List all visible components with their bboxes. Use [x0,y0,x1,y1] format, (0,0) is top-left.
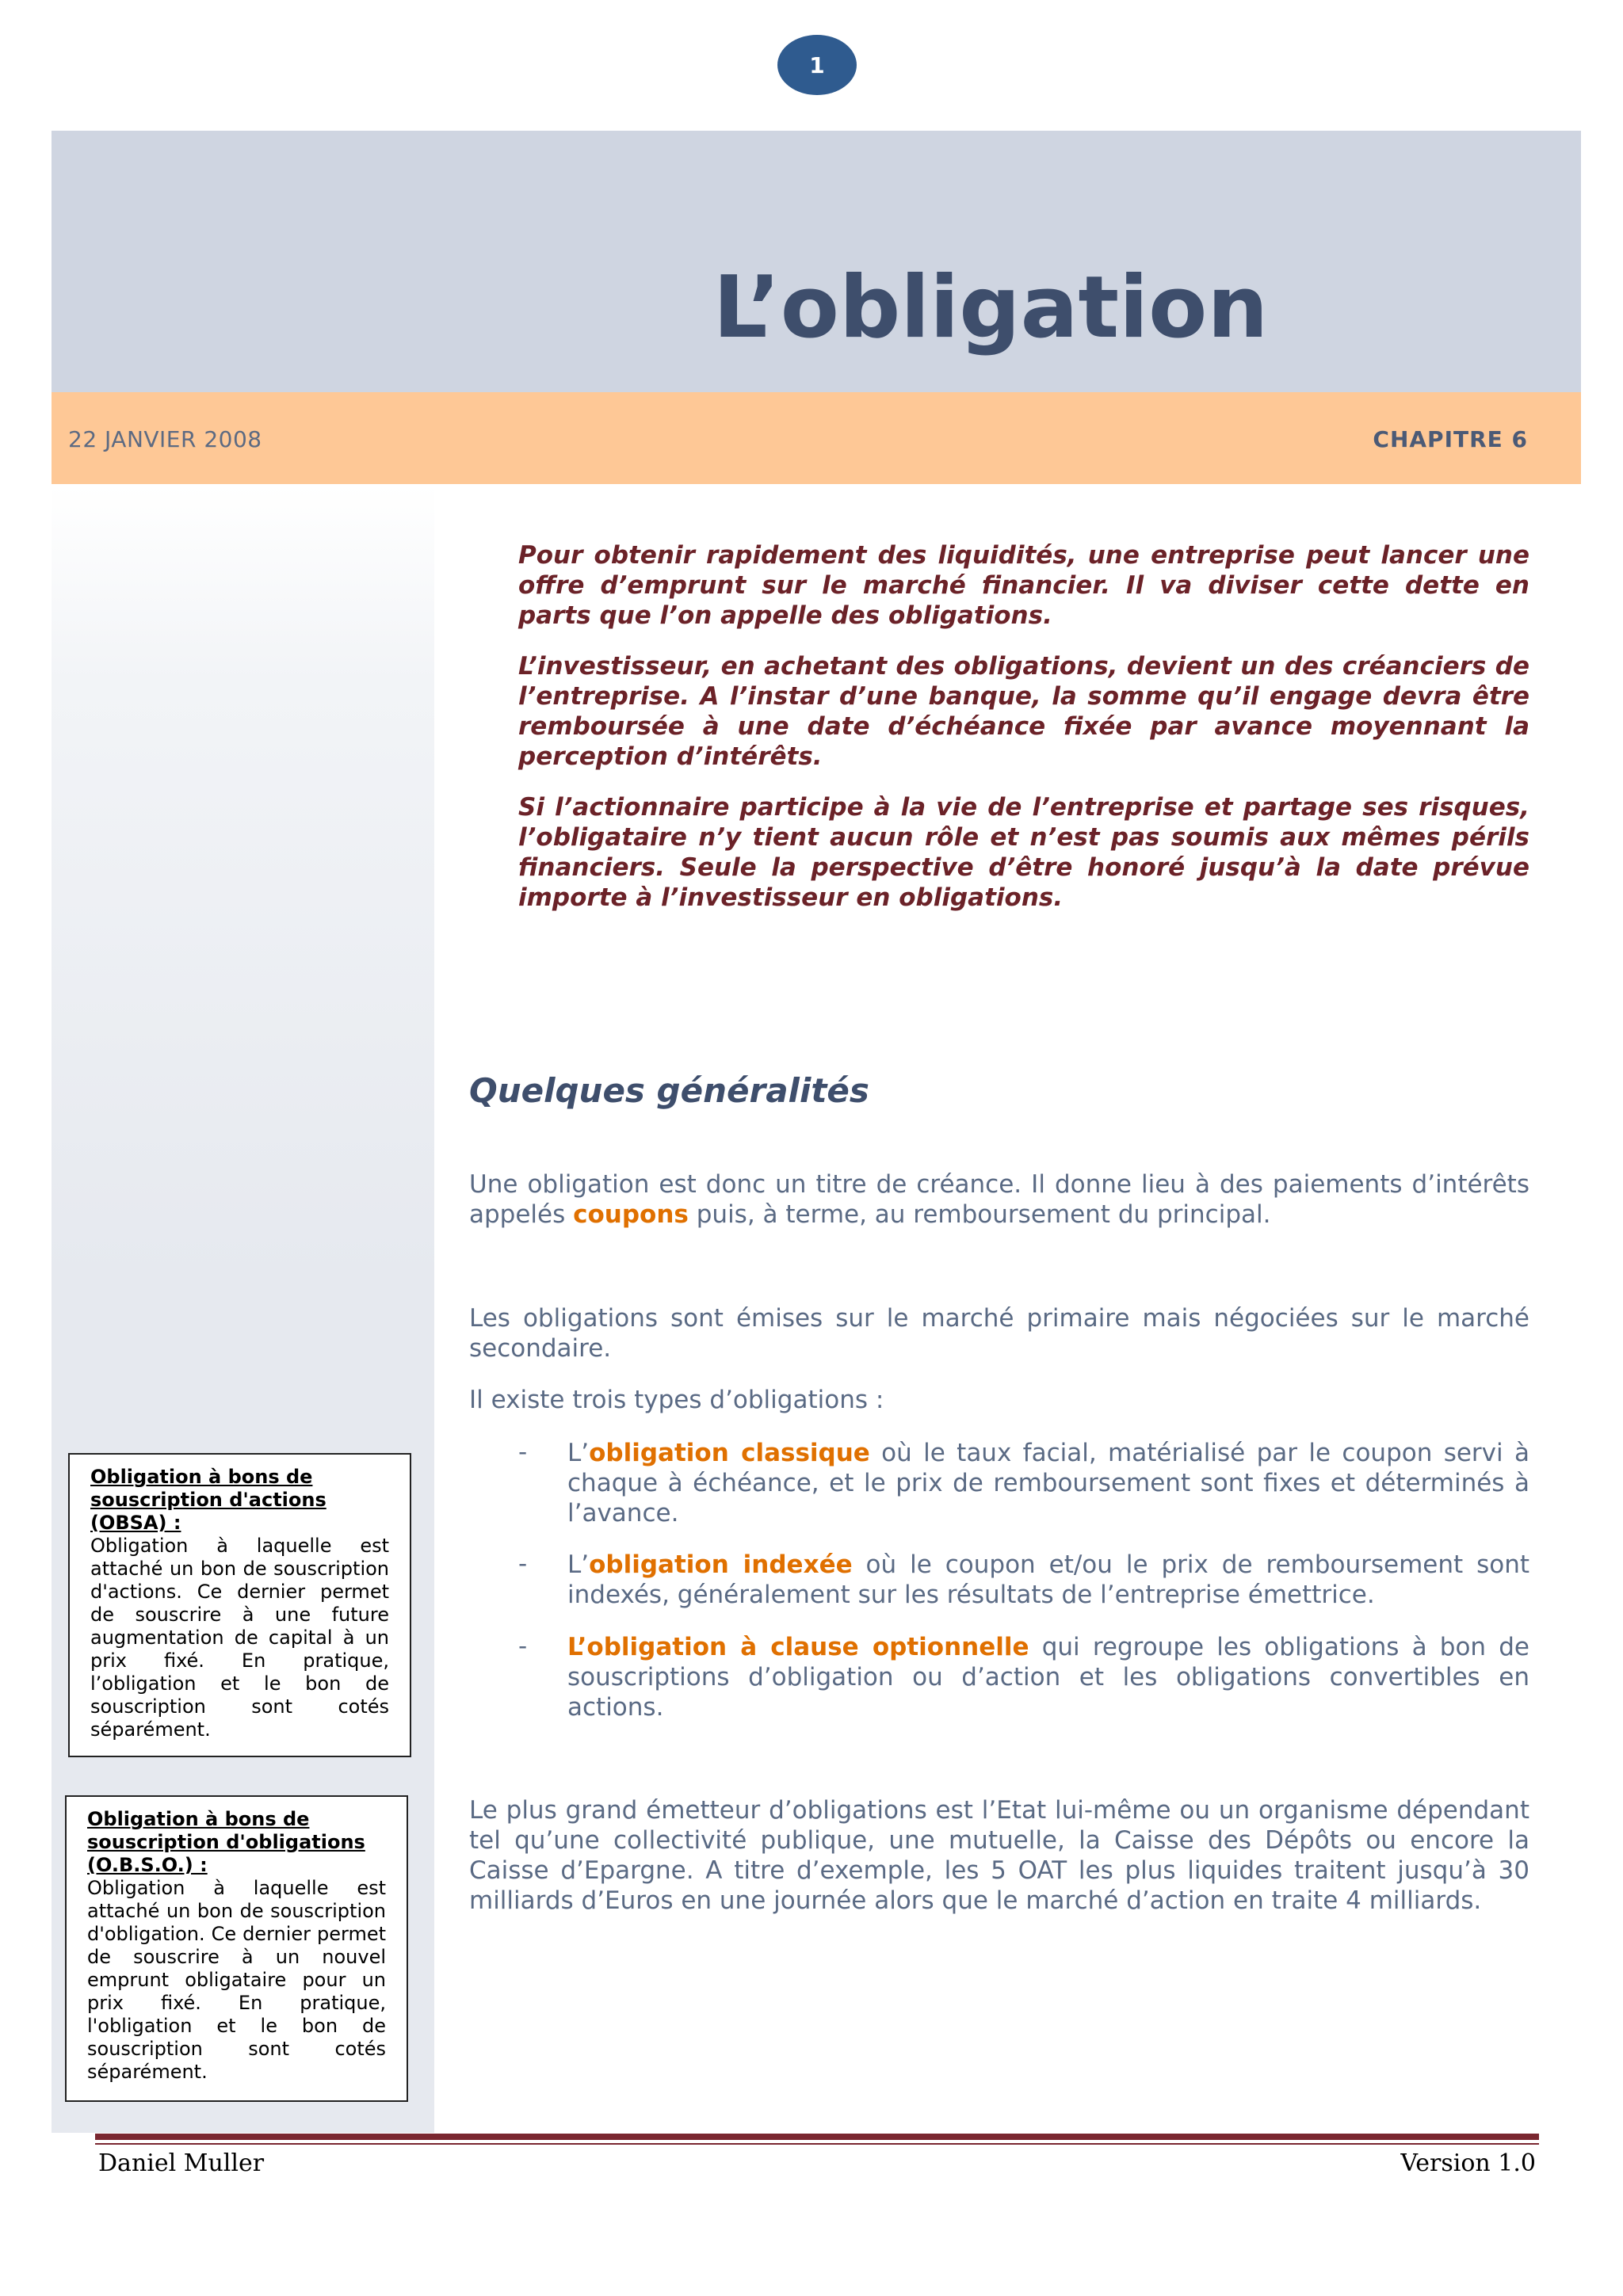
chapter-label: CHAPITRE 6 [1373,426,1528,452]
document-title: L’obligation [712,258,1269,357]
box-text: Obligation à laquelle est attaché un bon de souscription d'obligation. Ce dernier permet de souscrire à un nouvel emprunt obligataire pour un prix fixé. En pratique, l'obligation et le bon de souscription sont cotés séparément. [87,1877,386,2083]
intro-paragraph: Si l’actionnaire participe à la vie de l’entreprise et partage ses risques, l’obligataire n’y tient aucun rôle et n’est pas soumis aux mêmes périls financiers. Seule la perspective d’être honoré jusqu’à la date prévue importe à l’investisseur en obligations. [518,793,1529,912]
intro-paragraph: L’investisseur, en achetant des obligations, devient un des créanciers de l’entreprise. A l’instar d’une banque, la somme qu’il engage devra être remboursée à une date d’échéance fixée par avance moyennant la perception d’intérêts. [518,652,1529,771]
body-paragraph: Il existe trois types d’obligations : [469,1386,884,1414]
page-number-badge: 1 [777,35,857,95]
footer-author: Daniel Muller [98,2149,265,2177]
bullet-dash: - [518,1438,528,1466]
footer-rule-thin [95,2143,1539,2145]
section-heading: Quelques généralités [469,1071,869,1110]
bullet-dash: - [518,1632,528,1661]
sidebar-box-obso [65,1795,408,2102]
box-title: Obligation à bons de souscription d'obligations (O.B.S.O.) : [87,1808,365,1876]
bullet-dash: - [518,1550,528,1578]
list-item: L’obligation indexée où le coupon et/ou le prix de remboursement sont indexés, généralement sur les résultats de l’entreprise émettrice. [567,1550,1529,1609]
intro-paragraph: Pour obtenir rapidement des liquidités, une entreprise peut lancer une offre d’emprunt sur le marché financier. Il va diviser cette dette en parts que l’on appelle des obligations. [518,541,1529,630]
body-paragraph: Les obligations sont émises sur le marché primaire mais négociées sur le marché secondaire. [469,1304,1529,1363]
box-title: Obligation à bons de souscription d'actions (OBSA) : [90,1466,327,1534]
body-paragraph: Le plus grand émetteur d’obligations est l’Etat lui-même ou un organisme dépendant tel qu’une collectivité publique, une mutuelle, la Caisse des Dépôts ou encore la Caisse d’Epargne. A titre d’exemple, les 5 OAT les plus liquides traitent jusqu’à 30 milliards d’Euros en une journée alors que le marché d’action en traite 4 milliards. [469,1796,1529,1915]
body-paragraph: Une obligation est donc un titre de créance. Il donne lieu à des paiements d’intérêts appelés coupons puis, à terme, au remboursement du principal. [469,1170,1529,1229]
coupons-highlight: coupons [573,1200,689,1229]
document-date: 22 JANVIER 2008 [68,426,262,452]
sidebar-box-obsa [68,1453,411,1757]
footer-rule [95,2134,1539,2140]
date-band [52,392,1581,484]
list-item: L’obligation classique où le taux facial, matérialisé par le coupon servi à chaque à échéance, et le prix de remboursement sont fixes et déterminés à l’avance. [567,1439,1529,1527]
footer-version: Version 1.0 [1400,2149,1536,2177]
box-text: Obligation à laquelle est attaché un bon de souscription d'actions. Ce dernier permet de souscrire à une future augmentation de capital à un prix fixé. En pratique, l’obligation et le bon de souscription sont cotés séparément. [90,1535,389,1741]
list-item: L’obligation à clause optionnelle qui regroupe les obligations à bon de souscriptions d’obligation ou d’action et les obligations convertibles en actions. [567,1633,1529,1722]
